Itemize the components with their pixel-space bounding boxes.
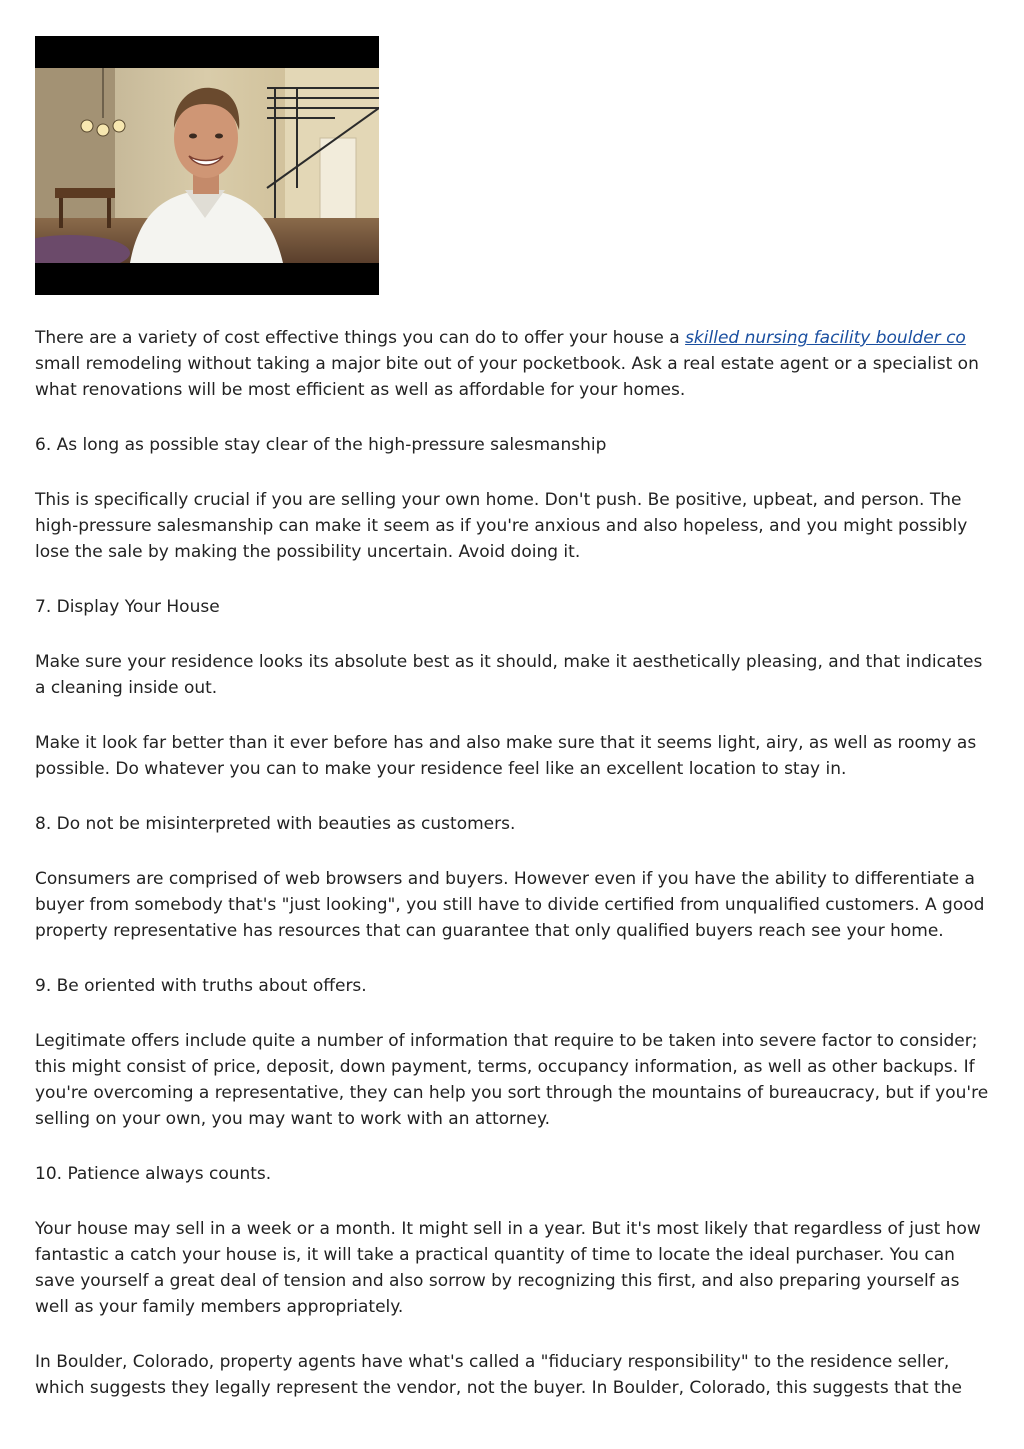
article-body [35, 325, 990, 1401]
paragraph-7a: Make sure your residence looks its absolute best as it should, make it aesthetically pleasing, and that indicates a cleaning inside out. [35, 652, 983, 698]
intro-paragraph [35, 325, 990, 403]
intro-text-after: small remodeling without taking a major bite out of your pocketbook. Ask a real estate agent or a specialist on what renovations will be most efficient as well as affordable for your homes. [35, 354, 979, 400]
skilled-nursing-link[interactable]: skilled nursing facility boulder co [685, 328, 966, 348]
paragraph-boulder: In Boulder, Colorado, property agents have what's called a "fiduciary responsibility" to the residence seller, which suggests they legally represent the vendor, not the buyer. In Boulder, Colorado, this suggests that the [35, 1352, 962, 1398]
paragraph-7b: Make it look far better than it ever before has and also make sure that it seems light, airy, as well as roomy as possible. Do whatever you can to make your residence feel like an excellent location to stay in. [35, 733, 977, 779]
heading-7: 7. Display Your House [35, 597, 220, 617]
paragraph-6: This is specifically crucial if you are selling your own home. Don't push. Be positive, upbeat, and person. The high-pressure salesmanship can make it seem as if you're anxious and also hopeless, and you might possibly lose the sale by making the possibility uncertain. Avoid doing it. [35, 490, 968, 562]
intro-text-before: There are a variety of cost effective things you can do to offer your house a [35, 328, 686, 348]
paragraph-9: Legitimate offers include quite a number of information that require to be taken into severe factor to consider; this might consist of price, deposit, down payment, terms, occupancy information, as well as other backups. If you're overcoming a representative, they can help you sort through the mountains of bureaucracy, but if you're selling on your own, you may want to work with an attorney. [35, 1031, 989, 1129]
heading-8: 8. Do not be misinterpreted with beauties as customers. [35, 814, 516, 834]
document-page [35, 36, 990, 1430]
heading-9: 9. Be oriented with truths about offers. [35, 976, 367, 996]
video-thumbnail[interactable] [35, 36, 379, 295]
video-thumbnail-icon [35, 68, 379, 263]
video-frame [35, 68, 379, 263]
heading-6: 6. As long as possible stay clear of the high-pressure salesmanship [35, 435, 607, 455]
paragraph-8: Consumers are comprised of web browsers and buyers. However even if you have the ability to differentiate a buyer from somebody that's "just looking", you still have to divide certified from unqualified customers. A good property representative has resources that can guarantee that only qualified buyers reach see your home. [35, 869, 985, 941]
paragraph-10: Your house may sell in a week or a month. It might sell in a year. But it's most likely that regardless of just how fantastic a catch your house is, it will take a practical quantity of time to locate the ideal purchaser. You can save yourself a great deal of tension and also sorrow by recognizing this first, and also preparing yourself as well as your family members appropriately. [35, 1219, 981, 1317]
heading-10: 10. Patience always counts. [35, 1164, 272, 1184]
